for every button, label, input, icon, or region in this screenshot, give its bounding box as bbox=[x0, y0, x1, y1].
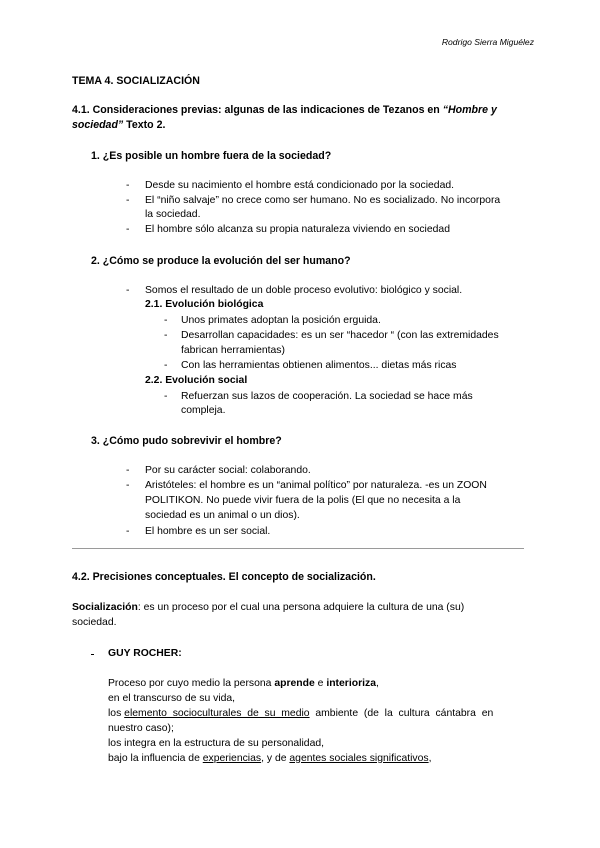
list-item: El hombre es un ser social. bbox=[145, 526, 271, 537]
bullet-dash: - bbox=[164, 360, 168, 371]
bullet-dash: - bbox=[126, 465, 130, 476]
section-4-1-heading-line2: sociedad” Texto 2. bbox=[72, 119, 166, 131]
list-item: sociedad es un animal o un dios). bbox=[145, 510, 300, 521]
list-item: Aristóteles: el hombre es un “animal político” por naturaleza. -es un ZOON bbox=[145, 480, 487, 491]
list-item: El hombre sólo alcanza su propia naturaleza viviendo en sociedad bbox=[145, 224, 450, 235]
subsection-2-1-title: 2.1. Evolución biológica bbox=[145, 299, 264, 310]
guy-rocher-title: GUY ROCHER: bbox=[108, 648, 182, 659]
bullet-dash: - bbox=[126, 180, 130, 191]
list-item: Unos primates adoptan la posición erguida. bbox=[181, 315, 381, 326]
list-item: Somos el resultado de un doble proceso evolutivo: biológico y social. bbox=[145, 285, 463, 296]
rocher-line4: nuestro caso); bbox=[108, 723, 174, 734]
question-1-heading: 1. ¿Es posible un hombre fuera de la sociedad? bbox=[91, 150, 332, 162]
bullet-dash: - bbox=[164, 391, 168, 402]
bullet-dash: - bbox=[164, 330, 168, 341]
list-item: fabrican herramientas) bbox=[181, 345, 285, 356]
bullet-dash: - bbox=[126, 224, 130, 235]
bullet-dash: - bbox=[164, 315, 168, 326]
rocher-line2: en el transcurso de su vida, bbox=[108, 693, 236, 704]
list-item: Desde su nacimiento el hombre está condicionado por la sociedad. bbox=[145, 180, 455, 191]
list-item: Con las herramientas obtienen alimentos... dietas más ricas bbox=[181, 360, 457, 371]
list-item: Refuerzan sus lazos de cooperación. La sociedad se hace más bbox=[181, 391, 473, 402]
list-item: El “niño salvaje” no crece como ser humano. No es socializado. No incorpora bbox=[145, 195, 501, 206]
question-2-heading: 2. ¿Cómo se produce la evolución del ser humano? bbox=[91, 255, 351, 267]
list-item: Por su carácter social: colaborando. bbox=[145, 465, 311, 476]
rocher-line5: los integra en la estructura de su personalidad, bbox=[108, 738, 325, 749]
rocher-line1: Proceso por cuyo medio la persona aprende e interioriza, bbox=[108, 678, 379, 689]
bullet-dash: - bbox=[126, 480, 130, 491]
section-4-1-heading-line1: 4.1. Consideraciones previas: algunas de las indicaciones de Tezanos en “Hombre y bbox=[72, 104, 497, 116]
section-divider bbox=[72, 548, 524, 549]
bullet-dash: - bbox=[126, 285, 130, 296]
document-title: TEMA 4. SOCIALIZACIÓN bbox=[72, 75, 200, 87]
rocher-line6: bajo la influencia de experiencias, y de agentes sociales significativos, bbox=[108, 753, 432, 764]
bullet-dash: - bbox=[126, 195, 130, 206]
definition-line2: sociedad. bbox=[72, 617, 117, 628]
question-3-heading: 3. ¿Cómo pudo sobrevivir el hombre? bbox=[91, 435, 282, 447]
subsection-2-2-title: 2.2. Evolución social bbox=[145, 375, 248, 386]
section-4-2-heading: 4.2. Precisiones conceptuales. El concepto de socialización. bbox=[72, 571, 376, 583]
definition-line1: Socialización: es un proceso por el cual una persona adquiere la cultura de una (su) bbox=[72, 602, 465, 613]
list-item: POLITIKON. No puede vivir fuera de la polis (El que no necesita a la bbox=[145, 495, 461, 506]
list-item: la sociedad. bbox=[145, 209, 201, 220]
author-header: Rodrigo Sierra Miguélez bbox=[441, 37, 534, 47]
list-item: compleja. bbox=[181, 405, 226, 416]
list-item: Desarrollan capacidades: es un ser “hacedor “ (con las extremidades bbox=[181, 330, 499, 341]
bullet-dash: - bbox=[126, 526, 130, 537]
bullet-dash bbox=[91, 654, 94, 655]
rocher-line3: los elemento socioculturales de su medio ambiente (de la cultura cántabra en bbox=[108, 708, 494, 719]
